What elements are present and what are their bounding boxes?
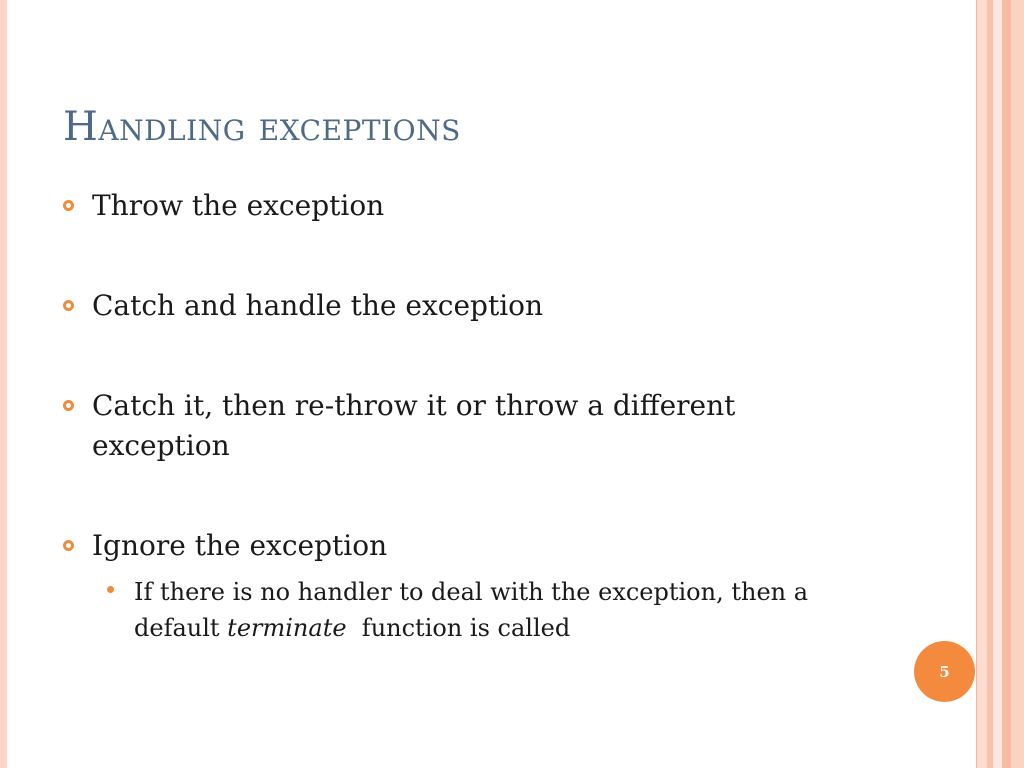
slide-left-border xyxy=(0,0,7,768)
page-number: 5 xyxy=(939,662,950,681)
sub-bullet-text-end: function is called xyxy=(346,614,571,642)
hollow-circle-icon xyxy=(63,400,74,411)
hollow-circle-icon xyxy=(63,200,74,211)
slide-title: Handling exceptions xyxy=(63,104,461,150)
bullet-text: Throw the exception xyxy=(92,189,385,222)
decorative-stripe xyxy=(977,0,987,768)
bullet-text: Catch it, then re-throw it or throw a different exception xyxy=(92,389,736,462)
bullet-text: Catch and handle the exception xyxy=(92,289,544,322)
sub-bullet-text xyxy=(134,574,854,646)
hollow-circle-icon xyxy=(63,540,74,551)
page-number-badge xyxy=(914,641,975,702)
sub-bullet-emphasis: terminate xyxy=(227,614,347,642)
hollow-circle-icon xyxy=(63,300,74,311)
decorative-stripe xyxy=(993,0,1002,768)
bullet-text: Ignore the exception xyxy=(92,529,388,562)
decorative-stripe xyxy=(1002,0,1011,768)
sub-bullet-text-start: If there is no handler to deal with the exception, then a default xyxy=(134,578,809,642)
filled-dot-icon xyxy=(107,586,114,593)
decorative-stripe xyxy=(1011,0,1024,768)
